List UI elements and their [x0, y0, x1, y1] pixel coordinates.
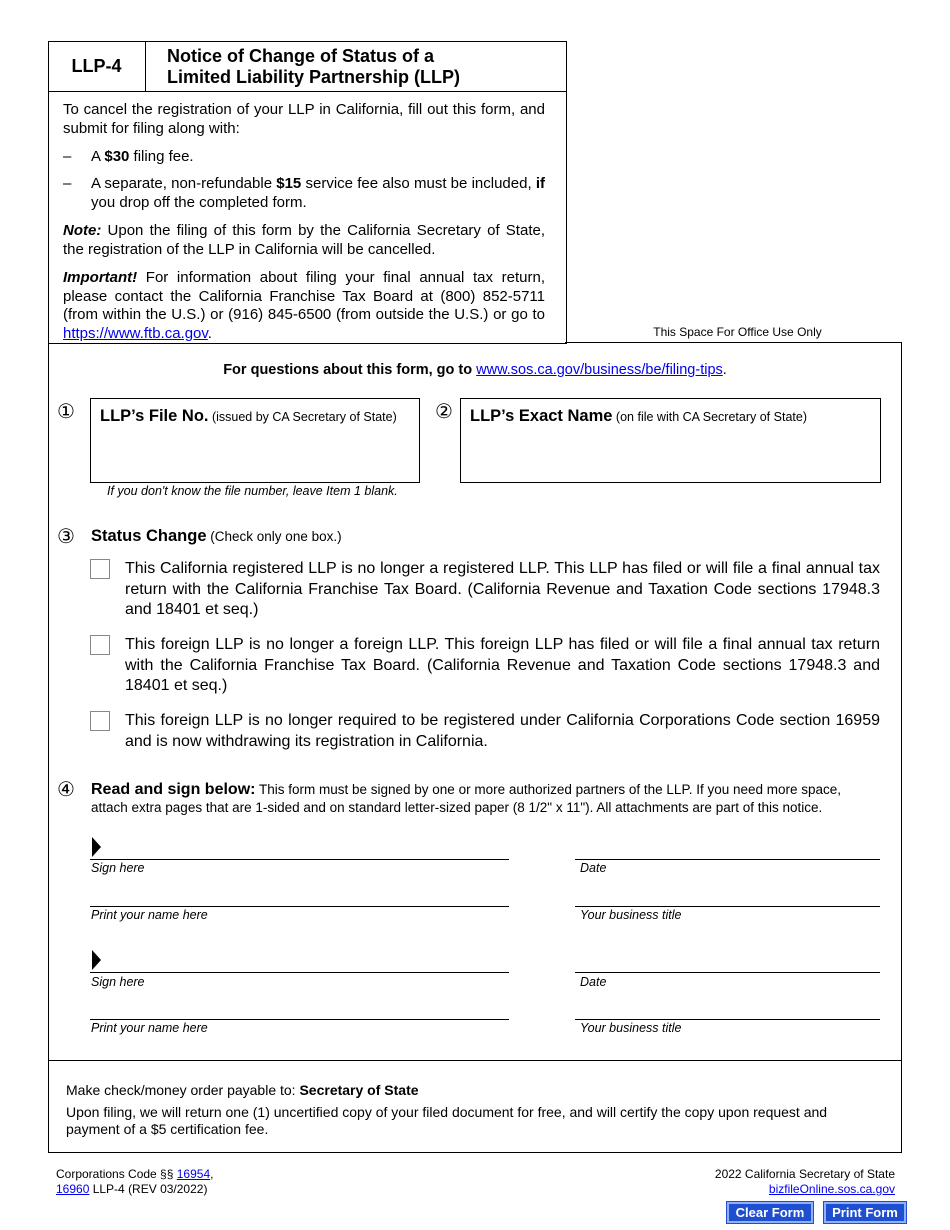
llp-name-field[interactable]	[460, 398, 881, 483]
date-label: Date	[580, 861, 607, 875]
business-title-label: Your business title	[580, 1021, 682, 1035]
instructions-intro: To cancel the registration of your LLP in California, fill out this form, and submit for filing along with:	[63, 101, 545, 137]
code-16954-link[interactable]: 16954	[176, 1167, 211, 1181]
important-paragraph: Important! For information about filing your final annual tax return, please contact the California Franchise Tax Board at (800) 852-5711 (from within the U.S.) or (916) 845-6500 (from outside the U.S.) or go to https://www.ftb.ca.gov.	[63, 269, 545, 342]
status-option-2: This foreign LLP is no longer a foreign LLP. This foreign LLP has filed or will file a final annual tax return with the California Franchise Tax Board. (California Revenue and Taxation Code sections 17948.3 and 18401 et seq.)	[125, 636, 880, 694]
payable-line: Make check/money order payable to: Secretary of State	[66, 1082, 419, 1098]
business-title-label: Your business title	[580, 908, 682, 922]
form-title	[167, 46, 460, 88]
section-divider	[48, 1060, 901, 1061]
service-fee-item: A separate, non-refundable $15 service fee also must be included, if you drop off the completed form.	[91, 175, 545, 211]
print-name-line[interactable]	[90, 1019, 509, 1020]
sign-here-label: Sign here	[91, 861, 145, 875]
date-line[interactable]	[575, 859, 880, 860]
item-number-4: ④	[57, 779, 75, 801]
status-option-1: This California registered LLP is no longer a registered LLP. This LLP has filed or will file a final annual tax return with the California Franchise Tax Board. (California Revenue and Taxation Code sections 17948.3 and 18401 et seq.)	[125, 560, 880, 618]
form-code: LLP-4	[48, 41, 146, 91]
sign-arrow-icon	[92, 837, 101, 857]
signature-line[interactable]	[90, 972, 509, 973]
file-number-field[interactable]	[90, 398, 420, 483]
status-checkbox-1[interactable]	[90, 559, 110, 579]
status-checkbox-3[interactable]	[90, 711, 110, 731]
filing-fee-item: A $30 filing fee.	[91, 148, 194, 165]
status-option-3: This foreign LLP is no longer required to be registered under California Corporations Code section 16959 and is now withdrawing its registration in California.	[125, 712, 880, 750]
file-number-hint: If you don't know the file number, leave Item 1 blank.	[107, 484, 398, 498]
frame-top-border	[565, 342, 901, 343]
sign-here-label: Sign here	[91, 975, 145, 989]
print-name-line[interactable]	[90, 906, 509, 907]
code-16960-link[interactable]: 16960	[56, 1182, 90, 1196]
form-title-line1: Notice of Change of Status of a	[167, 46, 435, 66]
date-label: Date	[580, 975, 607, 989]
copyright-block	[715, 1167, 895, 1197]
print-name-label: Print your name here	[91, 908, 208, 922]
llp-name-label: LLP’s Exact Name (on file with CA Secretary of State)	[470, 407, 807, 425]
print-form-button[interactable]: Print Form	[824, 1202, 906, 1223]
sign-instructions: Read and sign below: This form must be signed by one or more authorized partners of the LLP. If you need more space, attach extra pages that are 1-sided and on standard letter-sized paper (8 1/2" x 11"). All attachments are part of this notice.	[91, 781, 842, 815]
status-change-label: Status Change (Check only one box.)	[91, 527, 342, 545]
upon-filing-text: Upon filing, we will return one (1) uncertified copy of your filed document for free, and will certify the copy upon request and payment of a $5 certification fee.	[66, 1104, 828, 1137]
instructions-box	[48, 91, 567, 344]
date-line[interactable]	[575, 972, 880, 973]
form-title-line2: Limited Liability Partnership (LLP)	[167, 67, 461, 87]
sign-arrow-icon	[92, 950, 101, 970]
bullet-dash: –	[63, 175, 72, 192]
questions-line: For questions about this form, go to www.sos.ca.gov/business/be/filing-tips.	[223, 362, 727, 378]
bullet-dash: –	[63, 148, 72, 165]
note-paragraph: Note: Upon the filing of this form by the California Secretary of State, the registration of the LLP in California will be cancelled.	[63, 222, 545, 258]
copyright-text: 2022 California Secretary of State	[714, 1167, 895, 1181]
file-number-label: LLP’s File No. (issued by CA Secretary of State)	[100, 407, 397, 425]
business-title-line[interactable]	[575, 1019, 880, 1020]
bizfile-link[interactable]: bizfileOnline.sos.ca.gov	[768, 1182, 895, 1196]
print-name-label: Print your name here	[91, 1021, 208, 1035]
office-use-label: This Space For Office Use Only	[653, 325, 822, 339]
item-number-1: ①	[57, 401, 75, 423]
ftb-link[interactable]: https://www.ftb.ca.gov	[63, 324, 208, 342]
status-checkbox-2[interactable]	[90, 635, 110, 655]
item-number-2: ②	[435, 401, 453, 423]
signature-line[interactable]	[90, 859, 509, 860]
business-title-line[interactable]	[575, 906, 880, 907]
filing-tips-link[interactable]: www.sos.ca.gov/business/be/filing-tips	[476, 362, 723, 378]
item-number-3: ③	[57, 526, 75, 548]
corporations-code: Corporations Code §§ 16954, 16960 LLP-4 (REV 03/2022)	[56, 1167, 214, 1196]
clear-form-button[interactable]: Clear Form	[727, 1202, 813, 1223]
